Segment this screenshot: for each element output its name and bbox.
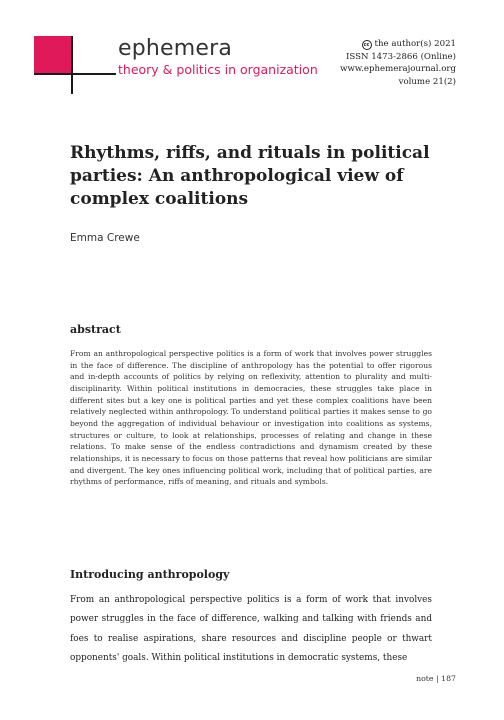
abstract-heading: abstract	[70, 323, 121, 336]
journal-url[interactable]: www.ephemerajournal.org	[340, 64, 456, 75]
copyright-text: the author(s) 2021	[374, 39, 456, 49]
section-heading: Introducing anthropology	[70, 568, 230, 581]
logo-horizontal-line	[34, 73, 116, 75]
issn-text: ISSN 1473-2866 (Online)	[345, 51, 456, 62]
logo-square-mark	[34, 36, 72, 74]
page-footer: note | 187	[416, 674, 456, 683]
logo-tagline: theory & politics in organization	[118, 62, 318, 77]
logo-wordmark: ephemera	[118, 36, 233, 61]
journal-meta	[340, 38, 456, 88]
section-body-text: From an anthropological perspective politics is a form of work that involves power struggles in the face of difference, walking and talking with friends and foes to realise aspirations, share resources and discipline people or thwart opponents' goals. Within political institutions in democratic systems, these	[70, 595, 432, 664]
logo-vertical-line	[71, 36, 73, 94]
creative-commons-icon: cc	[362, 40, 372, 50]
abstract-text: From an anthropological perspective politics is a form of work that involves power struggles in the face of difference. The discipline of anthropology has the potential to offer rigorous and in-depth accounts of politics by relying on reflexivity, attention to plurality and multi-disciplinarity. Within political institutions in democracies, these struggles take place in different sites but a key one is political parties and yet these complex coalitions have been relatively neglected within anthropology. To understand political parties it makes sense to go beyond the aggregation of individual behaviour or investigation into coalitions as systems, structures or culture, to look at relationships, processes of relating and change in these relations. To make sense of the endless contradictions and dynamism created by these relationships, it is necessary to focus on those patterns that reveal how politicians are similar and divergent. The key ones influencing political work, including that of political parties, are rhythms of performance, riffs of meaning, and rituals and symbols.	[70, 349, 432, 487]
article-author: Emma Crewe	[70, 232, 140, 244]
copyright-row	[340, 38, 456, 51]
volume-text: volume 21(2)	[398, 76, 456, 87]
article-title: Rhythms, riffs, and rituals in political parties: An anthropological view of complex coalitions	[70, 143, 430, 209]
